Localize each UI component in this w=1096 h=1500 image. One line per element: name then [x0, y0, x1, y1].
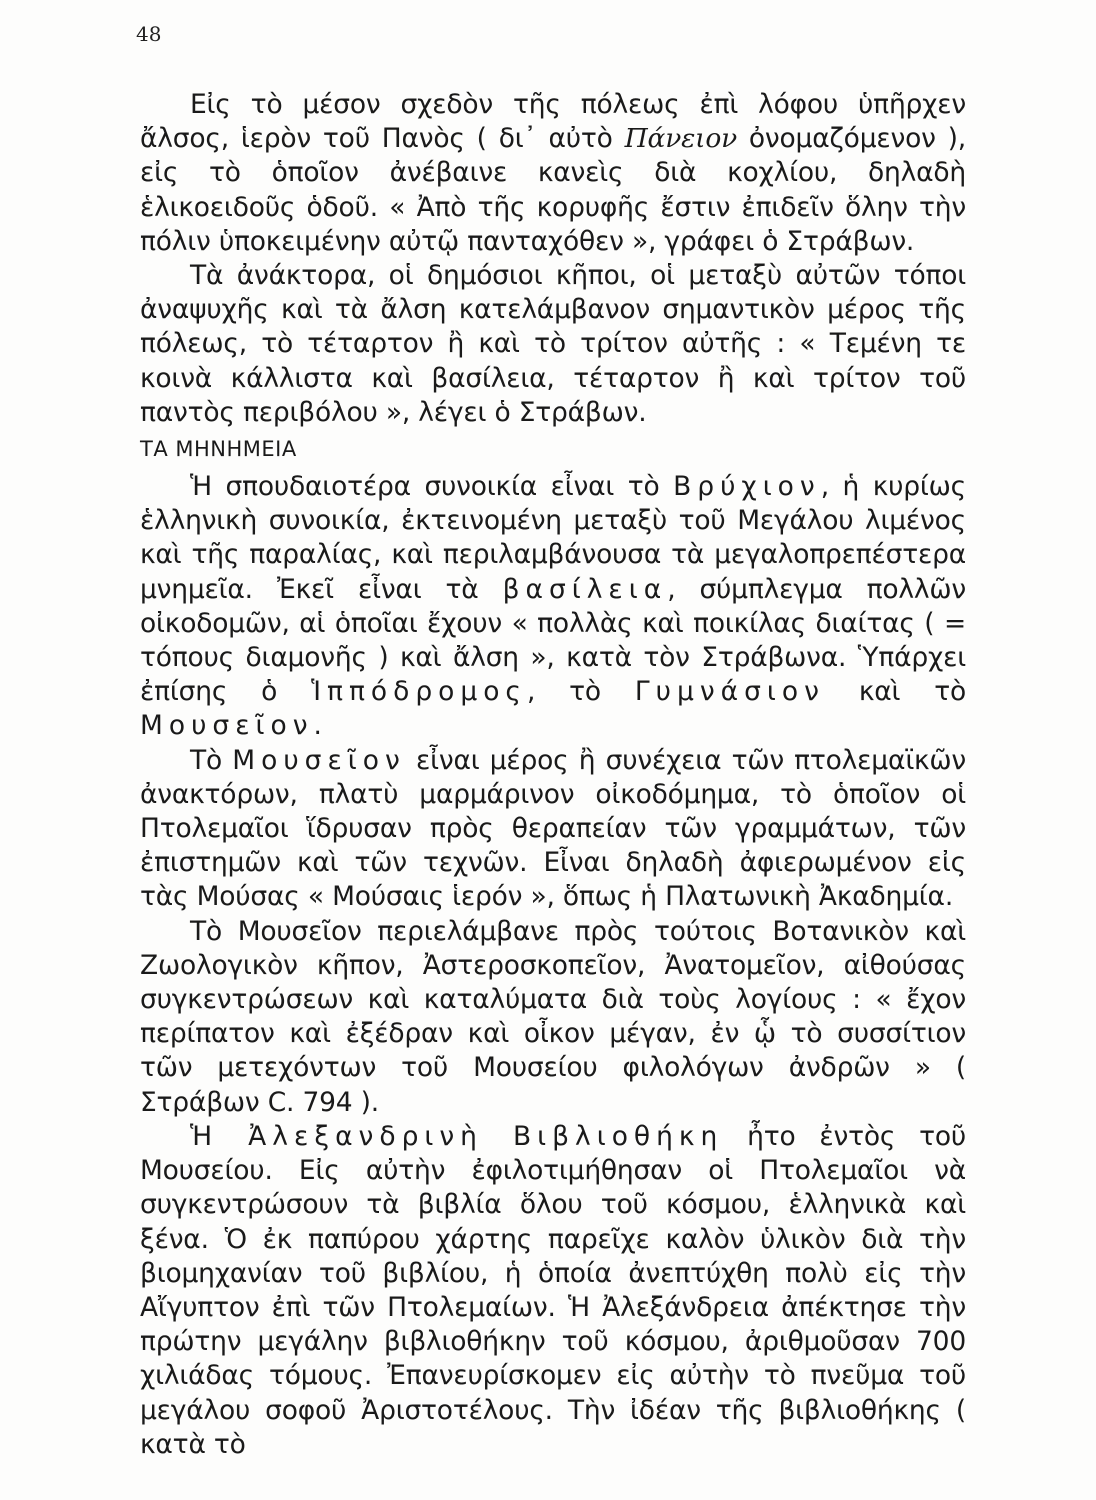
paragraph-text: ἦτο ἐντὸς τοῦ Μουσείου. Εἰς αὐτὴν ἐφιλοτιμήθησαν οἱ Πτολεμαῖοι νὰ συγκεντρώσουν τὰ βιβλία ὅλου τοῦ κόσμου, ἑλληνικὰ καὶ ξένα. Ὁ ἐκ παπύρου χάρτης παρεῖχε καλὸν ὑλικὸν διὰ τὴν βιομηχανίαν τοῦ βιβλίου, ἡ ὁποία ἀνεπτύχθη πολὺ εἰς τὴν Αἴγυπτον ἐπὶ τῶν Πτολεμαίων. Ἡ Ἀλεξάνδρεια ἀπέκτησε τὴν πρώτην μεγάλην βιβλιοθήκην τοῦ κόσμου, ἀριθμοῦσαν 700 χιλιάδας τόμους. Ἐπανευρίσκομεν εἰς αὐτὴν τὸ πνεῦμα τοῦ μεγάλου σοφοῦ Ἀριστοτέλους. Τὴν ἰδέαν τῆς βιβλιοθήκης ( κατὰ τὸ: [140, 1120, 966, 1460]
spaced-term: Μουσεῖον: [232, 744, 406, 776]
spaced-term: Βρύχιον: [673, 471, 821, 503]
paragraph-text: .: [313, 710, 322, 742]
paragraph-mouseion-facilities: Τὸ Μουσεῖον περιελάμβανε πρὸς τούτοις Βοτανικὸν καὶ Ζωολογικὸν κῆπον, Ἀστεροσκοπεῖον, Ἀνατομεῖον, αἰθούσας συγκεντρώσεων καὶ καταλύματα διὰ τοὺς λογίους : « ἔχον περίπατον καὶ ἐξέδραν καὶ οἶκον μέγαν, ἐν ᾧ τὸ συσσίτιον τῶν μετεχόντων τοῦ Μουσείου φιλολόγων ἀνδρῶν » ( Στράβων C. 794 ).: [140, 915, 966, 1118]
paragraph-text: ὀνομαζόμενον ), εἰς τὸ ὁποῖον ἀνέβαινε κανεὶς διὰ κοχλίου, δηλαδὴ ἑλικοειδοῦς ὁδοῦ. « Ἀπὸ τῆς κορυφῆς ἔστιν ἐπιδεῖν ὅλην τὴν πόλιν ὑποκειμένην αὐτῷ πανταχόθεν », γράφει ὁ Στράβων.: [140, 123, 966, 257]
spaced-term: βασίλεια: [502, 573, 668, 605]
paragraph-text: Ἡ σπουδαιοτέρα συνοικία εἶναι τὸ: [190, 471, 674, 503]
paragraph-palaces: Τὰ ἀνάκτορα, οἱ δημόσιοι κῆποι, οἱ μεταξὺ αὐτῶν τόποι ἀναψυχῆς καὶ τὰ ἄλση κατελάμβανον σημαντικὸν μέρος τῆς πόλεως, τὸ τέταρτον ἢ καὶ τὸ τρίτον αὐτῆς : « Τεμένη τε κοινὰ κάλλιστα καὶ βασίλεια, τέταρτον ἢ καὶ τρίτον τοῦ παντὸς περιβόλου », λέγει ὁ Στράβων.: [140, 260, 966, 428]
paragraph-brycheion: [140, 470, 966, 744]
paragraph-text: , τὸ: [527, 676, 635, 708]
page-number: 48: [136, 22, 162, 46]
paragraph-text: , ἡ κυρίως ἑλληνικὴ συνοικία, ἐκτεινομένη μεταξὺ τοῦ Μεγάλου λιμένος καὶ τῆς παραλίας, καὶ περιλαμβάνουσα τὰ μεγαλοπρεπέστερα μνημεῖα. Ἐκεῖ εἶναι τὰ: [140, 471, 966, 605]
paragraph-text: , σύμπλεγμα πολλῶν οἰκοδομῶν, αἱ ὁποῖαι ἔχουν « πολλὰς καὶ ποικίλας διαίτας ( = τόπους διαμονῆς ) καὶ ἄλση », κατὰ τὸν Στράβωνα. Ὑπάρχει ἐπίσης ὁ: [140, 573, 966, 708]
spaced-term: Μουσεῖον: [140, 710, 314, 742]
paragraph-mouseion: [140, 744, 966, 915]
italic-term: Πάνειον: [624, 123, 737, 155]
paragraph-text: καὶ τὸ: [824, 676, 966, 708]
paragraph-text: Τὸ: [190, 744, 233, 776]
paragraph-library: [140, 1120, 966, 1462]
spaced-term: Ἱππόδρομος: [311, 676, 527, 708]
section-heading: ΤΑ ΜΗΝΗΜΕΙΑ: [140, 437, 297, 462]
paragraph-pan-hill: [140, 88, 966, 259]
body-text: [140, 88, 966, 1462]
spaced-term: Ἡ Ἀλεξανδρινὴ Βιβλιοθήκη: [190, 1120, 724, 1152]
paragraph-text: Εἰς τὸ μέσον σχεδὸν τῆς πόλεως ἐπὶ λόφου ὑπῆρχεν ἄλσος, ἱερὸν τοῦ Πανὸς ( δι᾽ αὐτὸ: [140, 89, 966, 155]
spaced-term: Γυμνάσιον: [634, 676, 825, 708]
paragraph-text: εἶναι μέρος ἢ συνέχεια τῶν πτολεμαϊκῶν ἀνακτόρων, πλατὺ μαρμάρινον οἰκοδόμημα, τὸ ὁποῖον οἱ Πτολεμαῖοι ἵδρυσαν πρὸς θεραπείαν τῶν γραμμάτων, τῶν ἐπιστημῶν καὶ τῶν τεχνῶν. Εἶναι δηλαδὴ ἀφιερωμένον εἰς τὰς Μούσας « Μούσαις ἱερόν », ὅπως ἡ Πλατωνικὴ Ἀκαδημία.: [140, 744, 966, 913]
